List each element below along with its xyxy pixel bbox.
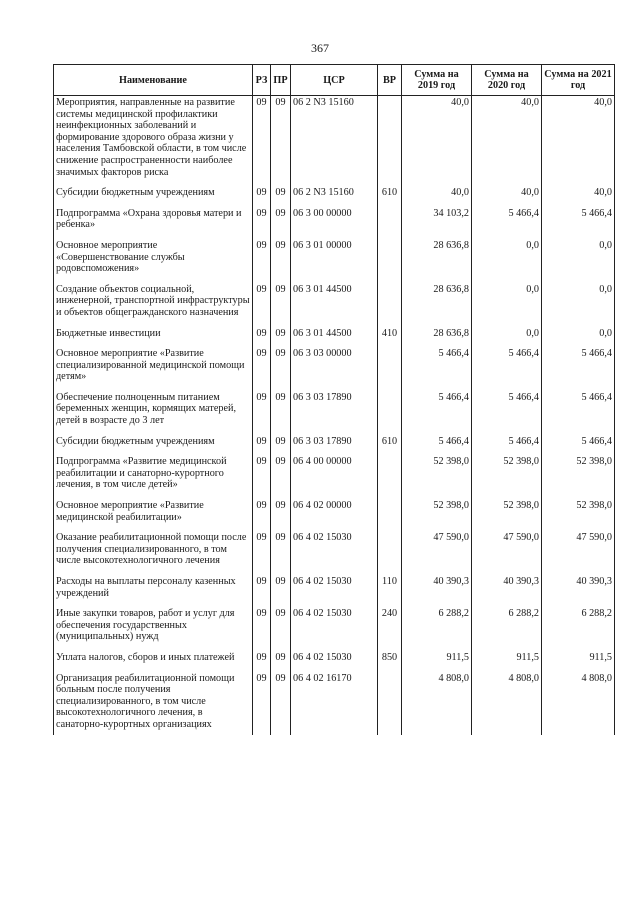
table-row	[54, 207, 615, 239]
header-rz: РЗ	[253, 65, 271, 96]
table-row	[54, 239, 615, 283]
cell-sum-2019: 4 808,0	[402, 672, 472, 735]
cell-vr	[378, 455, 402, 499]
table-row	[54, 672, 615, 735]
cell-sum-2021: 5 466,4	[542, 207, 615, 239]
cell-rz: 09	[253, 607, 271, 651]
cell-sum-2020: 5 466,4	[472, 391, 542, 435]
cell-name: Подпрограмма «Охрана здоровья матери и ребенка»	[54, 207, 253, 239]
cell-sum-2020: 0,0	[472, 239, 542, 283]
cell-sum-2019: 52 398,0	[402, 499, 472, 531]
cell-sum-2020: 5 466,4	[472, 347, 542, 391]
cell-sum-2019: 911,5	[402, 651, 472, 672]
cell-name: Субсидии бюджетным учреждениям	[54, 435, 253, 456]
cell-pr: 09	[271, 283, 291, 327]
cell-name: Оказание реабилитационной помощи после получения специализированного, в том числе высокотехнологичного лечения	[54, 531, 253, 575]
table-row	[54, 575, 615, 607]
cell-vr	[378, 239, 402, 283]
cell-pr: 09	[271, 96, 291, 187]
cell-sum-2019: 47 590,0	[402, 531, 472, 575]
cell-sum-2020: 6 288,2	[472, 607, 542, 651]
header-csr: ЦСР	[291, 65, 378, 96]
cell-sum-2020: 40 390,3	[472, 575, 542, 607]
cell-pr: 09	[271, 347, 291, 391]
cell-pr: 09	[271, 186, 291, 207]
table-row	[54, 607, 615, 651]
table-row	[54, 186, 615, 207]
cell-sum-2021: 5 466,4	[542, 391, 615, 435]
cell-sum-2019: 52 398,0	[402, 455, 472, 499]
cell-rz: 09	[253, 96, 271, 187]
cell-vr	[378, 96, 402, 187]
table-row	[54, 96, 615, 187]
cell-sum-2020: 4 808,0	[472, 672, 542, 735]
cell-vr	[378, 499, 402, 531]
cell-pr: 09	[271, 391, 291, 435]
cell-pr: 09	[271, 672, 291, 735]
cell-sum-2020: 52 398,0	[472, 455, 542, 499]
cell-csr: 06 4 00 00000	[291, 455, 378, 499]
cell-vr	[378, 391, 402, 435]
cell-pr: 09	[271, 499, 291, 531]
table-row	[54, 283, 615, 327]
table-body	[54, 96, 615, 735]
cell-rz: 09	[253, 347, 271, 391]
cell-sum-2021: 5 466,4	[542, 435, 615, 456]
cell-sum-2019: 5 466,4	[402, 391, 472, 435]
cell-rz: 09	[253, 327, 271, 348]
cell-rz: 09	[253, 575, 271, 607]
page-number: 367	[311, 41, 329, 55]
cell-name: Основное мероприятие «Совершенствование службы родовспоможения»	[54, 239, 253, 283]
cell-csr: 06 4 02 15030	[291, 607, 378, 651]
cell-csr: 06 4 02 15030	[291, 531, 378, 575]
cell-sum-2019: 28 636,8	[402, 283, 472, 327]
cell-sum-2020: 5 466,4	[472, 207, 542, 239]
budget-table	[53, 64, 615, 735]
cell-pr: 09	[271, 651, 291, 672]
cell-sum-2019: 6 288,2	[402, 607, 472, 651]
cell-rz: 09	[253, 239, 271, 283]
header-sum-2019: Сумма на 2019 год	[402, 65, 472, 96]
cell-csr: 06 3 03 17890	[291, 391, 378, 435]
cell-sum-2020: 40,0	[472, 186, 542, 207]
cell-rz: 09	[253, 283, 271, 327]
cell-name: Создание объектов социальной, инженерной, транспортной инфраструктуры и объектов общегражданского назначения	[54, 283, 253, 327]
cell-pr: 09	[271, 239, 291, 283]
cell-name: Уплата налогов, сборов и иных платежей	[54, 651, 253, 672]
header-vr: ВР	[378, 65, 402, 96]
cell-sum-2019: 5 466,4	[402, 435, 472, 456]
table-row	[54, 531, 615, 575]
cell-vr	[378, 672, 402, 735]
cell-vr	[378, 283, 402, 327]
cell-sum-2021: 52 398,0	[542, 455, 615, 499]
cell-sum-2020: 47 590,0	[472, 531, 542, 575]
cell-csr: 06 3 01 44500	[291, 327, 378, 348]
cell-name: Субсидии бюджетным учреждениям	[54, 186, 253, 207]
cell-sum-2021: 6 288,2	[542, 607, 615, 651]
cell-csr: 06 3 03 00000	[291, 347, 378, 391]
cell-pr: 09	[271, 607, 291, 651]
cell-csr: 06 2 N3 15160	[291, 186, 378, 207]
cell-vr: 110	[378, 575, 402, 607]
cell-sum-2020: 40,0	[472, 96, 542, 187]
cell-csr: 06 3 01 44500	[291, 283, 378, 327]
cell-sum-2021: 0,0	[542, 239, 615, 283]
cell-pr: 09	[271, 207, 291, 239]
cell-sum-2020: 911,5	[472, 651, 542, 672]
cell-csr: 06 3 00 00000	[291, 207, 378, 239]
cell-sum-2020: 0,0	[472, 327, 542, 348]
cell-sum-2019: 34 103,2	[402, 207, 472, 239]
cell-pr: 09	[271, 531, 291, 575]
cell-csr: 06 4 02 15030	[291, 575, 378, 607]
cell-sum-2021: 47 590,0	[542, 531, 615, 575]
cell-csr: 06 3 03 17890	[291, 435, 378, 456]
cell-sum-2020: 5 466,4	[472, 435, 542, 456]
cell-rz: 09	[253, 186, 271, 207]
header-name: Наименование	[54, 65, 253, 96]
cell-sum-2021: 0,0	[542, 283, 615, 327]
header-sum-2021: Сумма на 2021 год	[542, 65, 615, 96]
cell-sum-2021: 40,0	[542, 186, 615, 207]
cell-sum-2021: 911,5	[542, 651, 615, 672]
cell-rz: 09	[253, 207, 271, 239]
cell-csr: 06 3 01 00000	[291, 239, 378, 283]
cell-name: Обеспечение полноценным питанием беременных женщин, кормящих матерей, детей в возрасте до 3 лет	[54, 391, 253, 435]
table-header-row	[54, 65, 615, 96]
cell-sum-2019: 40,0	[402, 186, 472, 207]
table-row	[54, 651, 615, 672]
cell-sum-2019: 40 390,3	[402, 575, 472, 607]
cell-csr: 06 4 02 15030	[291, 651, 378, 672]
cell-pr: 09	[271, 575, 291, 607]
cell-rz: 09	[253, 435, 271, 456]
cell-csr: 06 4 02 00000	[291, 499, 378, 531]
cell-sum-2019: 40,0	[402, 96, 472, 187]
cell-name: Расходы на выплаты персоналу казенных учреждений	[54, 575, 253, 607]
cell-vr	[378, 207, 402, 239]
table-row	[54, 391, 615, 435]
cell-sum-2021: 4 808,0	[542, 672, 615, 735]
cell-name: Бюджетные инвестиции	[54, 327, 253, 348]
cell-rz: 09	[253, 651, 271, 672]
cell-sum-2021: 5 466,4	[542, 347, 615, 391]
cell-sum-2021: 40,0	[542, 96, 615, 187]
cell-name: Основное мероприятие «Развитие специализированной медицинской помощи детям»	[54, 347, 253, 391]
cell-rz: 09	[253, 531, 271, 575]
cell-pr: 09	[271, 435, 291, 456]
cell-vr	[378, 347, 402, 391]
header-sum-2020: Сумма на 2020 год	[472, 65, 542, 96]
cell-vr	[378, 531, 402, 575]
cell-name: Организация реабилитационной помощи больным после получения специализированного, в том числе высокотехнологичного лечения, в санаторно-курортных организациях	[54, 672, 253, 735]
cell-rz: 09	[253, 455, 271, 499]
table-row	[54, 455, 615, 499]
cell-name: Мероприятия, направленные на развитие системы медицинской профилактики неинфекционных заболеваний и формирование здорового образа жизни у населения Тамбовской области, в том числе снижение распространенности наиболее значимых факторов риска	[54, 96, 253, 187]
cell-name: Иные закупки товаров, работ и услуг для обеспечения государственных (муниципальных) нужд	[54, 607, 253, 651]
table-row	[54, 499, 615, 531]
cell-sum-2019: 5 466,4	[402, 347, 472, 391]
cell-vr: 850	[378, 651, 402, 672]
cell-sum-2020: 0,0	[472, 283, 542, 327]
cell-rz: 09	[253, 672, 271, 735]
cell-vr: 240	[378, 607, 402, 651]
cell-sum-2021: 0,0	[542, 327, 615, 348]
cell-sum-2020: 52 398,0	[472, 499, 542, 531]
cell-sum-2021: 52 398,0	[542, 499, 615, 531]
cell-csr: 06 2 N3 15160	[291, 96, 378, 187]
cell-vr: 610	[378, 186, 402, 207]
cell-sum-2021: 40 390,3	[542, 575, 615, 607]
table-row	[54, 327, 615, 348]
cell-name: Подпрограмма «Развитие медицинской реабилитации и санаторно-курортного лечения, в том числе детей»	[54, 455, 253, 499]
cell-rz: 09	[253, 391, 271, 435]
cell-sum-2019: 28 636,8	[402, 239, 472, 283]
cell-sum-2019: 28 636,8	[402, 327, 472, 348]
cell-pr: 09	[271, 455, 291, 499]
cell-rz: 09	[253, 499, 271, 531]
cell-csr: 06 4 02 16170	[291, 672, 378, 735]
cell-vr: 610	[378, 435, 402, 456]
cell-name: Основное мероприятие «Развитие медицинской реабилитации»	[54, 499, 253, 531]
header-pr: ПР	[271, 65, 291, 96]
cell-vr: 410	[378, 327, 402, 348]
table-row	[54, 435, 615, 456]
cell-pr: 09	[271, 327, 291, 348]
table-row	[54, 347, 615, 391]
